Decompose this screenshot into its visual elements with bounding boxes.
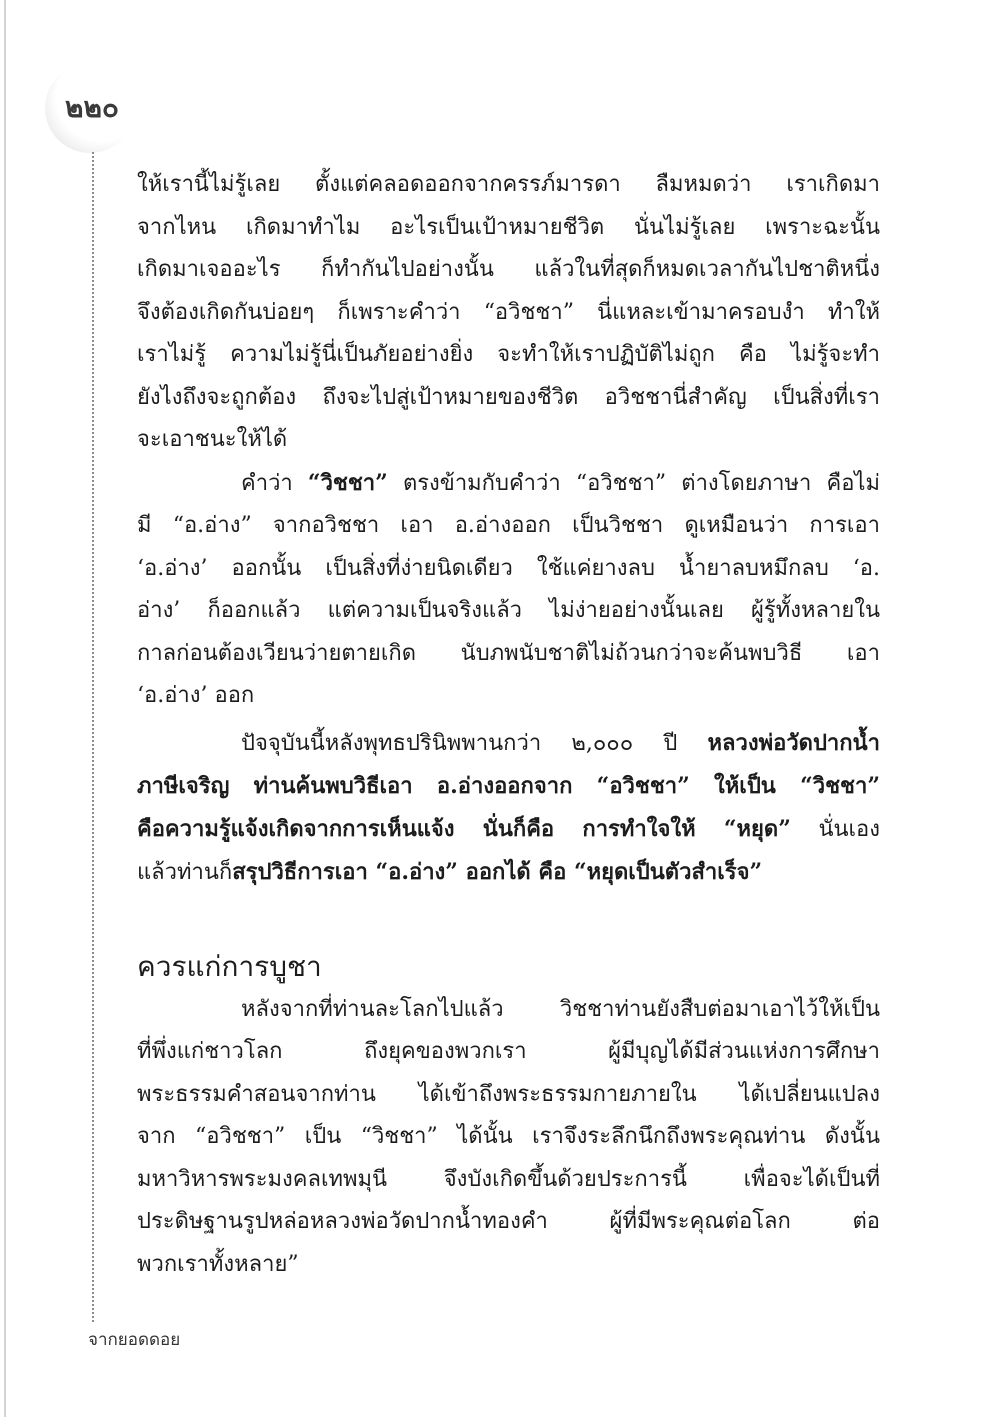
bold-text-segment: สรุปวิธีการเอา “อ.อ่าง” ออกได้ คือ “หยุดเป็นตัวสำเร็จ”	[232, 859, 763, 885]
text-segment: คำว่า	[241, 470, 308, 496]
text-line: ‘อ.อ่าง’ ออกนั้น เป็นสิ่งที่ง่ายนิดเดียว ใช้แค่ยางลบ น้ำยาลบหมึกลบ ‘อ.	[137, 555, 880, 581]
page-number-badge	[45, 63, 135, 153]
text-segment: นั่นเอง	[790, 816, 881, 842]
paragraph-1	[137, 164, 880, 462]
text-line: จะเอาชนะให้ได้	[137, 427, 288, 452]
text-line: พวกเราทั้งหลาย”	[137, 1251, 299, 1277]
text-segment: ตรงข้ามกับคำว่า “อวิชชา” ต่างโดยภาษา คือไม่	[387, 470, 880, 496]
text-line: ให้เรานี้ไม่รู้เลย ตั้งแต่คลอดออกจากครรภ์มารดา ลืมหมดว่า เราเกิดมา	[137, 172, 880, 197]
text-line	[137, 462, 880, 506]
body-text	[137, 164, 880, 1286]
text-line: หลังจากที่ท่านละโลกไปแล้ว วิชชาท่านยังสืบต่อมาเอาไว้ให้เป็น	[241, 996, 880, 1022]
text-line: เกิดมาเจออะไร ก็ทำกันไปอย่างนั้น แล้วในที่สุดก็หมดเวลากันไปชาติหนึ่ง	[137, 257, 880, 282]
running-footer: จากยอดดอย	[88, 1330, 181, 1350]
paragraph-3	[137, 722, 880, 895]
bold-text-segment: หลวงพ่อวัดปากน้ำ	[707, 729, 880, 756]
text-line: ประดิษฐานรูปหล่อหลวงพ่อวัดปากน้ำทองคำ ผู้ที่มีพระคุณต่อโลก ต่อ	[137, 1209, 880, 1234]
text-segment: ปัจจุบันนี้หลังพุทธปรินิพพานกว่า ๒,๐๐๐ ปี	[241, 730, 708, 756]
text-line: ‘อ.อ่าง’ ออก	[137, 683, 255, 708]
text-line	[137, 851, 880, 895]
text-line: จึงต้องเกิดกันบ่อยๆ ก็เพราะคำว่า “อวิชชา” นี่แหละเข้ามาครอบงำ ทำให้	[137, 299, 880, 325]
text-line: ที่พึ่งแก่ชาวโลก ถึงยุคของพวกเรา ผู้มีบุญได้มีส่วนแห่งการศึกษา	[137, 1039, 880, 1064]
margin-dotted-rule	[92, 152, 94, 1322]
paragraph-4	[137, 989, 880, 1287]
text-line	[137, 808, 880, 852]
text-line: พระธรรมคำสอนจากท่าน ได้เข้าถึงพระธรรมกายภายใน ได้เปลี่ยนแปลง	[137, 1081, 880, 1107]
bold-text-segment: คือความรู้แจ้งเกิดจากการเห็นแจ้ง นั่นก็คือ การทำใจให้ “หยุด”	[137, 815, 791, 842]
text-line	[137, 722, 880, 766]
text-line: อ่าง’ ก็ออกแล้ว แต่ความเป็นจริงแล้ว ไม่ง่ายอย่างนั้นเลย ผู้รู้ทั้งหลายใน	[137, 598, 880, 623]
page-number: ๒๒๐	[64, 91, 119, 124]
text-line: มี “อ.อ่าง” จากอวิชชา เอา อ.อ่างออก เป็นวิชชา ดูเหมือนว่า การเอา	[137, 513, 880, 538]
text-line: จากไหน เกิดมาทำไม อะไรเป็นเป้าหมายชีวิต นั่นไม่รู้เลย เพราะฉะนั้น	[137, 214, 880, 240]
text-line: ยังไงถึงจะถูกต้อง ถึงจะไปสู่เป้าหมายของชีวิต อวิชชานี่สำคัญ เป็นสิ่งที่เรา	[137, 384, 880, 410]
section-heading: ควรแก่การบูชา	[137, 949, 322, 983]
text-line: จาก “อวิชชา” เป็น “วิชชา” ได้นั้น เราจึงระลึกนึกถึงพระคุณท่าน ดังนั้น	[137, 1124, 880, 1149]
text-line: เราไม่รู้ ความไม่รู้นี่เป็นภัยอย่างยิ่ง จะทำให้เราปฏิบัติไม่ถูก คือ ไม่รู้จะทำ	[137, 342, 880, 367]
bold-text-line: ภาษีเจริญ ท่านค้นพบวิธีเอา อ.อ่างออกจาก “อวิชชา” ให้เป็น “วิชชา”	[137, 773, 880, 799]
bold-term-vijja: “วิชชา”	[307, 469, 388, 496]
paragraph-2	[137, 462, 880, 718]
page-edge-line	[4, 0, 6, 1417]
text-line: กาลก่อนต้องเวียนว่ายตายเกิด นับภพนับชาติไม่ถ้วนกว่าจะค้นพบวิธี เอา	[137, 640, 880, 666]
text-segment: แล้วท่านก็	[137, 860, 233, 885]
text-line: มหาวิหารพระมงคลเทพมุนี จึงบังเกิดขึ้นด้วยประการนี้ เพื่อจะได้เป็นที่	[137, 1166, 880, 1192]
